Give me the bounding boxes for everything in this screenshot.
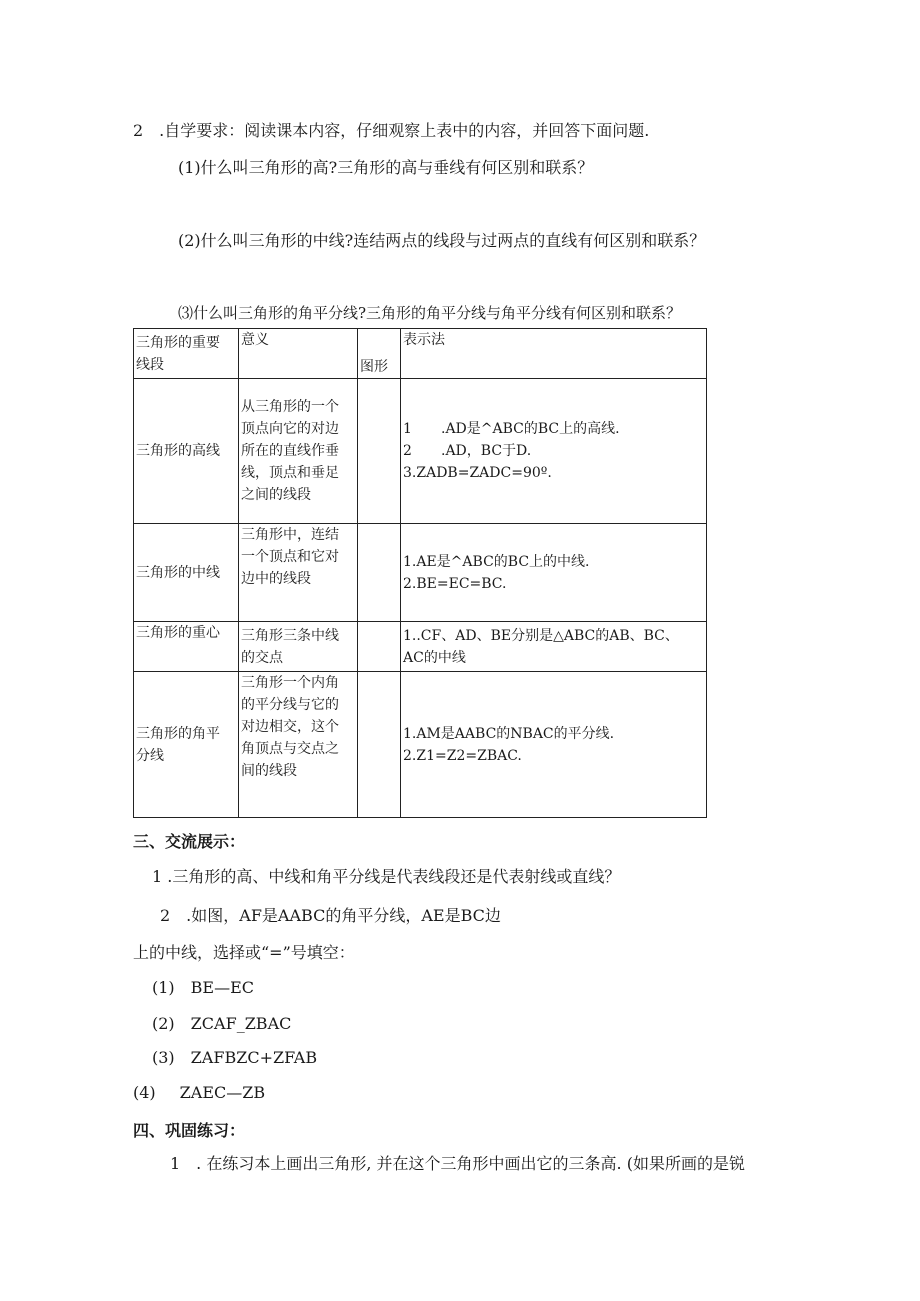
row-notation bbox=[401, 622, 707, 672]
table-row bbox=[134, 524, 707, 622]
table-row bbox=[134, 622, 707, 672]
row-name-line: 三角形的重心 bbox=[136, 625, 220, 641]
header-notation-text: 表示法 bbox=[403, 332, 445, 348]
meaning-line: 角顶点与交点之 bbox=[241, 741, 339, 757]
meaning-line: 的交点 bbox=[241, 649, 283, 666]
fill-blank-num: (4) bbox=[133, 1083, 156, 1102]
row-name bbox=[134, 672, 239, 818]
header-name-line: 三角形的重要 bbox=[136, 334, 220, 351]
notation-text: 1.AE是^ABC的BC上的中线. bbox=[403, 553, 590, 570]
exchange-item-2-cont: 上的中线，选择或“=”号填空： bbox=[133, 943, 355, 962]
meaning-line: 三角形中，连结 bbox=[241, 527, 339, 543]
notation-text: .AD，BC于D. bbox=[441, 443, 532, 459]
question-2: (2)什么叫三角形的中线?连结两点的线段与过两点的直线有何区别和联系？ bbox=[178, 231, 706, 250]
fill-blank-num: (3) bbox=[152, 1048, 175, 1067]
fill-blank-text: ZCAF_ZBAC bbox=[190, 1014, 292, 1033]
self-study-requirement: 2 .自学要求：阅读课本内容，仔细观察上表中的内容，并回答下面问题. bbox=[133, 121, 650, 140]
meaning-line: 间的线段 bbox=[241, 763, 297, 779]
row-figure bbox=[358, 672, 401, 818]
row-meaning bbox=[239, 379, 358, 524]
header-meaning-text: 意义 bbox=[241, 332, 269, 348]
row-name-line: 三角形的中线 bbox=[136, 564, 220, 581]
triangle-segments-table bbox=[133, 328, 707, 818]
notation-text: .AD是^ABC的BC上的高线. bbox=[441, 421, 620, 437]
row-meaning bbox=[239, 524, 358, 622]
row-name bbox=[134, 379, 239, 524]
question-3: ⑶什么叫三角形的角平分线?三角形的角平分线与角平分线有何区别和联系？ bbox=[178, 304, 682, 322]
question-1: (1)什么叫三角形的高?三角形的高与垂线有何区别和联系？ bbox=[178, 158, 594, 177]
header-meaning bbox=[239, 329, 358, 379]
meaning-line: 所在的直线作垂 bbox=[241, 443, 339, 459]
fill-blank-num: (1) bbox=[152, 978, 175, 997]
table-row bbox=[134, 672, 707, 818]
notation-line bbox=[403, 462, 704, 484]
row-notation bbox=[401, 672, 707, 818]
fill-blank-item bbox=[152, 977, 254, 999]
row-figure bbox=[358, 379, 401, 524]
meaning-line: 的平分线与它的 bbox=[241, 697, 339, 713]
section-4-heading: 四、巩固练习： bbox=[133, 1121, 246, 1140]
notation-text: 1..CF、AD、BE分别是△ABC的AB、BC、 bbox=[403, 627, 679, 644]
notation-num: 1 bbox=[403, 421, 412, 437]
row-figure bbox=[358, 622, 401, 672]
exchange-item-1: 1 .三角形的高、中线和角平分线是代表线段还是代表射线或直线？ bbox=[152, 867, 621, 886]
notation-text: 2.BE=EC=BC. bbox=[403, 575, 507, 592]
fill-blank-num: (2) bbox=[152, 1014, 175, 1033]
fill-blank-text: BE—EC bbox=[190, 978, 255, 997]
meaning-line: 从三角形的一个 bbox=[241, 399, 339, 415]
row-meaning bbox=[239, 622, 358, 672]
row-name-line: 三角形的角平 bbox=[136, 725, 220, 742]
meaning-line: 线，顶点和垂足 bbox=[241, 465, 339, 481]
notation-text: 1.AM是AABC的NBAC的平分线. bbox=[403, 725, 615, 742]
section-3-heading: 三、交流展示： bbox=[133, 832, 246, 851]
meaning-line: 对边相交，这个 bbox=[241, 719, 339, 735]
meaning-line: 之间的线段 bbox=[241, 487, 311, 503]
meaning-line: 边中的线段 bbox=[241, 571, 311, 587]
header-name-line: 线段 bbox=[136, 356, 164, 373]
meaning-line: 一个顶点和它对 bbox=[241, 549, 339, 565]
row-notation bbox=[401, 379, 707, 524]
exchange-item-2: 2 .如图，AF是AABC的角平分线，AE是BC边 bbox=[160, 906, 501, 925]
notation-text: 3.ZADB=ZADC=90º. bbox=[403, 465, 552, 481]
fill-blank-item bbox=[133, 1082, 265, 1104]
notation-line bbox=[403, 440, 704, 462]
fill-blank-item bbox=[152, 1047, 317, 1069]
meaning-line: 三角形三条中线 bbox=[241, 627, 339, 644]
fill-blank-text: ZAEC—ZB bbox=[179, 1083, 266, 1102]
notation-text: 2.Z1=Z2=ZBAC. bbox=[403, 747, 522, 764]
notation-line bbox=[403, 418, 704, 440]
row-name bbox=[134, 524, 239, 622]
header-notation bbox=[401, 329, 707, 379]
fill-blank-item bbox=[152, 1013, 291, 1035]
meaning-line: 三角形一个内角 bbox=[241, 675, 339, 691]
row-notation bbox=[401, 524, 707, 622]
header-figure-text: 图形 bbox=[360, 359, 388, 375]
header-figure bbox=[358, 329, 401, 379]
row-meaning bbox=[239, 672, 358, 818]
row-name bbox=[134, 622, 239, 672]
header-name bbox=[134, 329, 239, 379]
fill-blank-text: ZAFBZC+ZFAB bbox=[190, 1048, 318, 1067]
practice-item-1: 1 . 在练习本上画出三角形, 并在这个三角形中画出它的三条高. (如果所画的是锐 bbox=[170, 1154, 745, 1173]
table-row bbox=[134, 379, 707, 524]
row-name-line: 分线 bbox=[136, 747, 164, 764]
table-header-row bbox=[134, 329, 707, 379]
row-figure bbox=[358, 524, 401, 622]
row-name-line: 三角形的高线 bbox=[136, 443, 220, 459]
meaning-line: 顶点向它的对边 bbox=[241, 421, 339, 437]
notation-text: AC的中线 bbox=[403, 649, 466, 666]
notation-num: 2 bbox=[403, 443, 412, 459]
